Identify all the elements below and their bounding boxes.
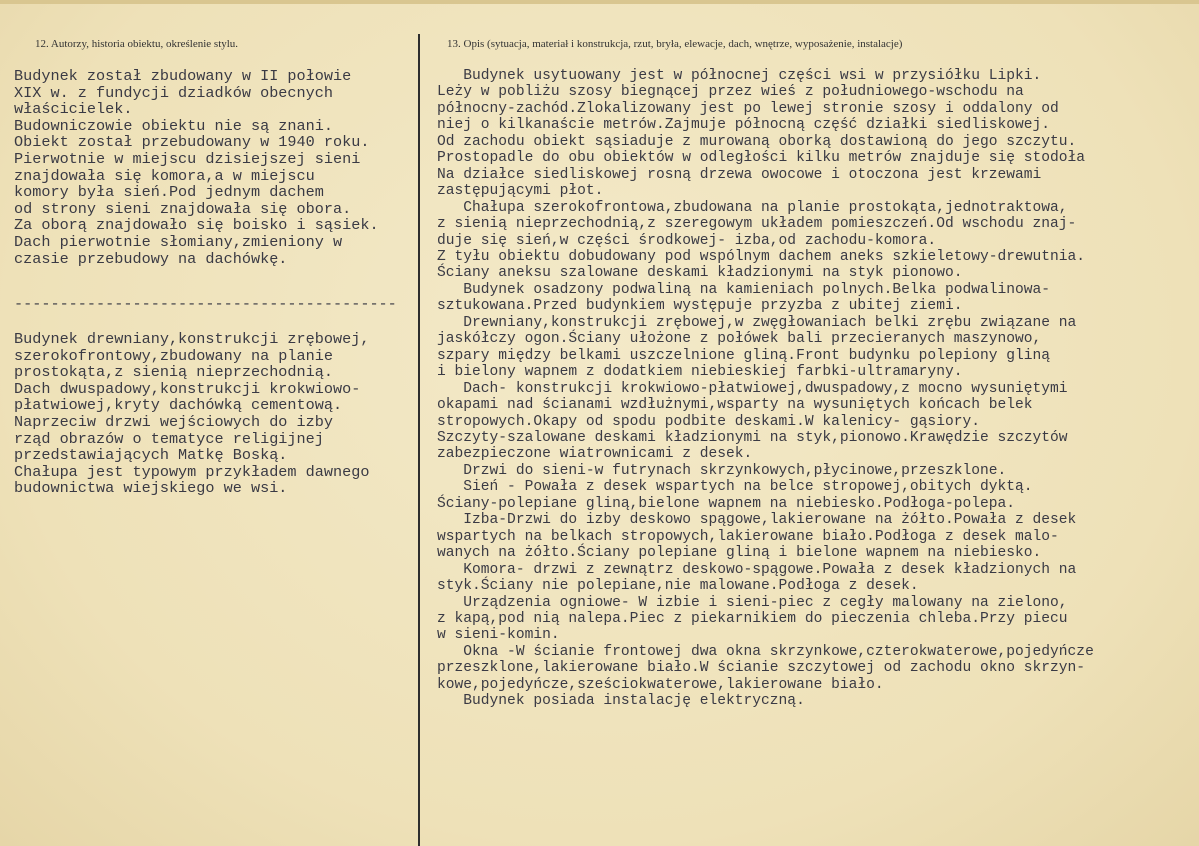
column-divider <box>418 34 420 846</box>
card-top-edge <box>0 0 1199 4</box>
history-text: Budynek został zbudowany w II połowie XIX w. z fundycji dziadków obecnych właścicielek. Budowniczowie obiektu nie są znani. Obiekt został przebudowany w 1940 roku. Pierwotnie w miejscu dzisiejszej sieni znajdowała się komora,a w miejscu komory była sień.Pod jednym dachem od strony sieni znajdowała się obora. Za oborą znajdowało się boisko i sąsiek. Dach pierwotnie słomiany,zmieniony w czasie przebudowy na dachówkę. <box>14 67 379 268</box>
section-12-header: 12. Autorzy, historia obiektu, określenie stylu. <box>35 38 239 50</box>
dashed-separator: ------------------------------------------ <box>14 295 397 313</box>
description-text: Budynek usytuowany jest w północnej części wsi w przysiółku Lipki. Leży w pobliżu szosy biegnącej przez wieś z południowego-wschodu na północny-zachód.Zlokalizowany jest po lewej stronie szosy i oddalony od niej o kilkanaście metrów.Zajmuje północną część działki siedliskowej. Od zachodu obiekt sąsiaduje z murowaną oborką dostawioną do jego szczytu. Prostopadle do obu obiektów w odległości kilku metrów znajduje się stodoła Na działce siedliskowej rosną drzewa owocowe i otoczona jest krzewami zastępującymi płot. Chałupa szerokofrontowa,zbudowana na planie prostokąta,jednotraktowa, z sienią nieprzechodnią,z szeregowym układem pomieszczeń.Od wschodu znaj- duje się sień,w części środkowej- izba,od zachodu-komora. Z tyłu obiektu dobudowany pod wspólnym dachem aneks szkieletowy-drewutnia. Ściany aneksu szalowane deskami kładzionymi na styk pionowo. Budynek osadzony podwaliną na kamieniach polnych.Belka podwalinowa- sztukowana.Przed budynkiem występuje przyzba z ubitej ziemi. Drewniany,konstrukcji zrębowej,w zwęgłowaniach belki zrębu związane na jaskółczy ogon.Ściany ułożone z połówek bali przecieranych maszynowo, szpary między belkami uszczelnione gliną.Front budynku polepiony gliną i bielony wapnem z dodatkiem niebieskiej farbki-ultramaryny. Dach- konstrukcji krokwiowo-płatwiowej,dwuspadowy,z mocno wysuniętymi okapami nad ścianami wzdłużnymi,wsparty na wysuniętych końcach belek stropowych.Okapy od spodu podbite deskami.W kalenicy- gąsiory. Szczyty-szalowane deskami kładzionymi na styk,pionowo.Krawędzie szczytów zabezpieczone wiatrownicami z desek. Drzwi do sieni-w futrynach skrzynkowych,płycinowe,przeszklone. Sień - Powała z desek wspartych na belce stropowej,obitych dyktą. Ściany-polepiane gliną,bielone wapnem na niebiesko.Podłoga-polepa. Izba-Drzwi do izby deskowo spągowe,lakierowane na żółto.Powała z desek wspartych na belkach stropowych,lakierowane biało.Podłoga z desek malo- wanych na żółto.Ściany polepiane gliną i bielone wapnem na niebiesko. Komora- drzwi z zewnątrz deskowo-spągowe.Powała z desek kładzionych na styk.Ściany nie polepiane,nie malowane.Podłoga z desek. Urządzenia ogniowe- W izbie i sieni-piec z cegły malowany na zielono, z kapą,pod nią nalepa.Piec z piekarnikiem do pieczenia chleba.Przy piecu w sieni-komin. Okna -W ścianie frontowej dwa okna skrzynkowe,czterokwaterowe,pojedyńcze przeszklone,lakierowane biało.W ścianie szczytowej od zachodu okno skrzyn- kowe,pojedyńcze,sześciokwaterowe,lakierowane biało. Budynek posiada instalację elektryczną. <box>437 68 1094 710</box>
section-13-header: 13. Opis (sytuacja, materiał i konstrukcja, rzut, bryła, elewacje, dach, wnętrze, wyposażenie, instalacje) <box>447 38 903 50</box>
style-text: Budynek drewniany,konstrukcji zrębowej, szerokofrontowy,zbudowany na planie prostokąta,z sienią nieprzechodnią. Dach dwuspadowy,konstrukcji krokwiowo- płatwiowej,kryty dachówką cementową. Naprzeciw drzwi wejściowych do izby rząd obrazów o tematyce religijnej przedstawiających Matkę Boską. Chałupa jest typowym przykładem dawnego budownictwa wiejskiego we wsi. <box>14 330 370 498</box>
